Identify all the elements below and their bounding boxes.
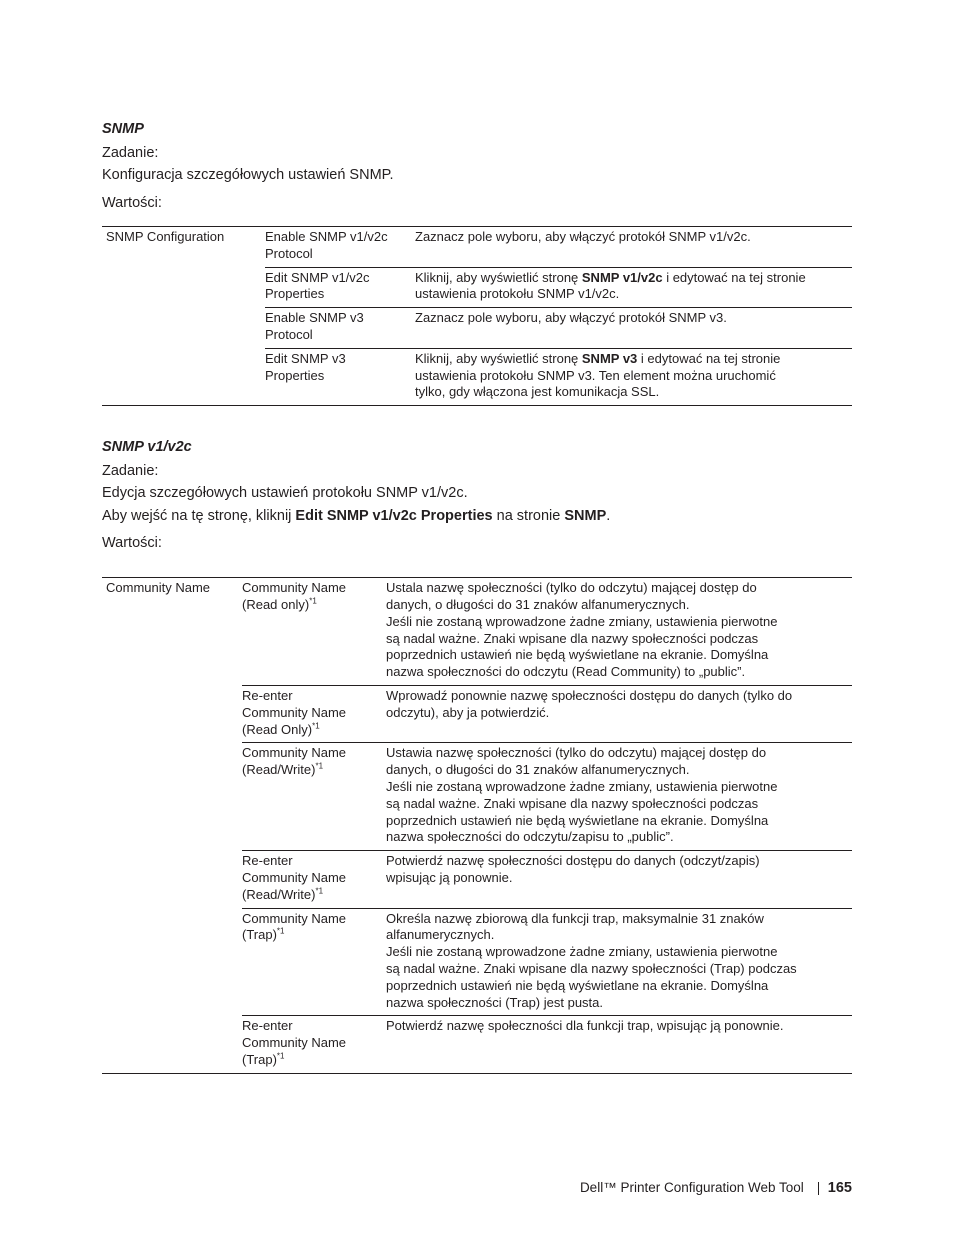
table-cell-description: Ustawia nazwę społeczności (tylko do odczytu) mającej dostęp do danych, o długości do 31 znaków alfanumerycznych. Jeśli nie zostaną wprowadzone żadne zmiany, ustawienia pierwotne są nadal ważne. Znaki wpisane dla nazwy społeczności podczas poprzednich ustawień nie będą wyświetlane na ekranie. Domyślna nazwa społeczności do odczytu/zapisu to „public”.: [386, 743, 852, 851]
section-title-snmp-v1v2c: SNMP v1/v2c: [102, 439, 192, 456]
table-cell-category: Community Name: [102, 578, 242, 686]
table-cell-description: Ustala nazwę społeczności (tylko do odczytu) mającej dostęp do danych, o długości do 31 znaków alfanumerycznych. Jeśli nie zostaną wprowadzone żadne zmiany, ustawienia pierwotne są nadal ważne. Znaki wpisane dla nazwy społeczności podczas poprzednich ustawień nie będą wyświetlane na ekranie. Domyślna nazwa społeczności do odczytu (Read Community) to „public”.: [386, 578, 852, 686]
access-instructions: Aby wejść na tę stronę, kliknij Edit SNMP v1/v2c Properties na stronie SNMP.: [102, 508, 611, 525]
table-row: [102, 743, 852, 851]
page-footer: [580, 1179, 852, 1197]
table-cell-item: Community Name (Read only)$^{*1}$: [242, 578, 386, 686]
table-cell-category: [102, 743, 242, 851]
footer-divider: [818, 1182, 819, 1195]
table-cell-category: SNMP Configuration: [102, 227, 265, 268]
table-cell-category: [102, 851, 242, 908]
table-row: [102, 227, 852, 268]
task-text: Konfiguracja szczegółowych ustawień SNMP.: [102, 167, 394, 183]
task-label: Zadanie:: [102, 145, 159, 161]
footnote-mark: *1: [315, 886, 324, 896]
table-cell-description: Kliknij, aby wyświetlić stronę SNMP v3 i edytować na tej stronie ustawienia protokołu SNMP v3. Ten element można uruchomić tylko, gdy włączona jest komunikacja SSL.: [415, 348, 852, 405]
task-label: Zadanie:: [102, 463, 159, 480]
link-snmp-v3: SNMP v3: [581, 350, 638, 366]
table-cell-description: Kliknij, aby wyświetlić stronę SNMP v1/v2c i edytować na tej stronie ustawienia protokołu SNMP v1/v2c.: [415, 267, 852, 308]
table-cell-description: Zaznacz pole wyboru, aby włączyć protokół SNMP v1/v2c.: [415, 227, 852, 268]
table-cell-description: Wprowadź ponownie nazwę społeczności dostępu do danych (tylko do odczytu), aby ja potwierdzić.: [386, 685, 852, 742]
values-label: Wartości:: [102, 535, 162, 552]
table-cell-item: Community Name (Trap)$^{*1}$: [242, 908, 386, 1016]
page-number: 165: [827, 1180, 852, 1196]
snmp-v1v2c-values-table: [102, 577, 852, 1074]
table-cell-category: [102, 1016, 242, 1073]
table-row: [102, 851, 852, 908]
table-cell-description: Określa nazwę zbiorową dla funkcji trap, maksymalnie 31 znaków alfanumerycznych. Jeśli nie zostaną wprowadzone żadne zmiany, ustawienia pierwotne są nadal ważne. Znaki wpisane dla nazwy społeczności (Trap) podczas poprzednich ustawień nie będą wyświetlane na ekranie. Domyślna nazwa społeczności (Trap) jest pusta.: [386, 908, 852, 1016]
footer-title: Dell™ Printer Configuration Web Tool: [579, 1180, 804, 1195]
table-row: [102, 1016, 852, 1073]
footnote-mark: *1: [312, 721, 320, 731]
link-edit-snmp-v1v2c-properties: Edit SNMP v1/v2c Properties: [295, 508, 493, 525]
table-cell-description: Zaznacz pole wyboru, aby włączyć protokół SNMP v3.: [415, 308, 852, 349]
snmp-values-table: [102, 226, 852, 406]
table-row: [102, 908, 852, 1016]
task-text: Edycja szczegółowych ustawień protokołu SNMP v1/v2c.: [102, 485, 468, 502]
page-content: [102, 119, 852, 1074]
table-row: [102, 578, 852, 686]
footnote-mark: *1: [309, 596, 317, 606]
table-cell-item: Re-enter Community Name (Trap)$^{*1}$: [242, 1016, 386, 1073]
link-snmp-v1v2c: SNMP v1/v2c: [581, 269, 663, 285]
table-cell-item: Re-enter Community Name (Read Only)$^{*1}$: [242, 685, 386, 742]
table-cell-description: Potwierdź nazwę społeczności dostępu do danych (odczyt/zapis) wpisując ją ponownie.: [386, 851, 852, 908]
table-cell-item: Enable SNMP v3 Protocol: [265, 308, 415, 349]
table-row: [102, 348, 852, 405]
table-cell-item: Enable SNMP v1/v2c Protocol: [265, 227, 415, 268]
table-cell-item: Edit SNMP v1/v2c Properties: [265, 267, 415, 308]
table-cell-description: Potwierdź nazwę społeczności dla funkcji trap, wpisując ją ponownie.: [386, 1016, 852, 1073]
values-label: Wartości:: [102, 195, 162, 211]
table-row: [102, 308, 852, 349]
table-cell-category: [102, 908, 242, 1016]
section-title-snmp: SNMP: [102, 121, 144, 137]
table-cell-item: Community Name (Read/Write)$^{*1}$: [242, 743, 386, 851]
table-row: [102, 267, 852, 308]
link-snmp-page: SNMP: [564, 508, 607, 525]
table-cell-category: [102, 348, 265, 405]
table-row: [102, 685, 852, 742]
table-cell-category: [102, 685, 242, 742]
table-cell-category: [102, 308, 265, 349]
footnote-mark: *1: [276, 926, 285, 936]
table-cell-item: Re-enter Community Name (Read/Write)$^{*1}$: [242, 851, 386, 908]
footnote-mark: *1: [276, 1051, 285, 1061]
table-cell-category: [102, 267, 265, 308]
table-cell-item: Edit SNMP v3 Properties: [265, 348, 415, 405]
footnote-mark: *1: [315, 761, 324, 771]
